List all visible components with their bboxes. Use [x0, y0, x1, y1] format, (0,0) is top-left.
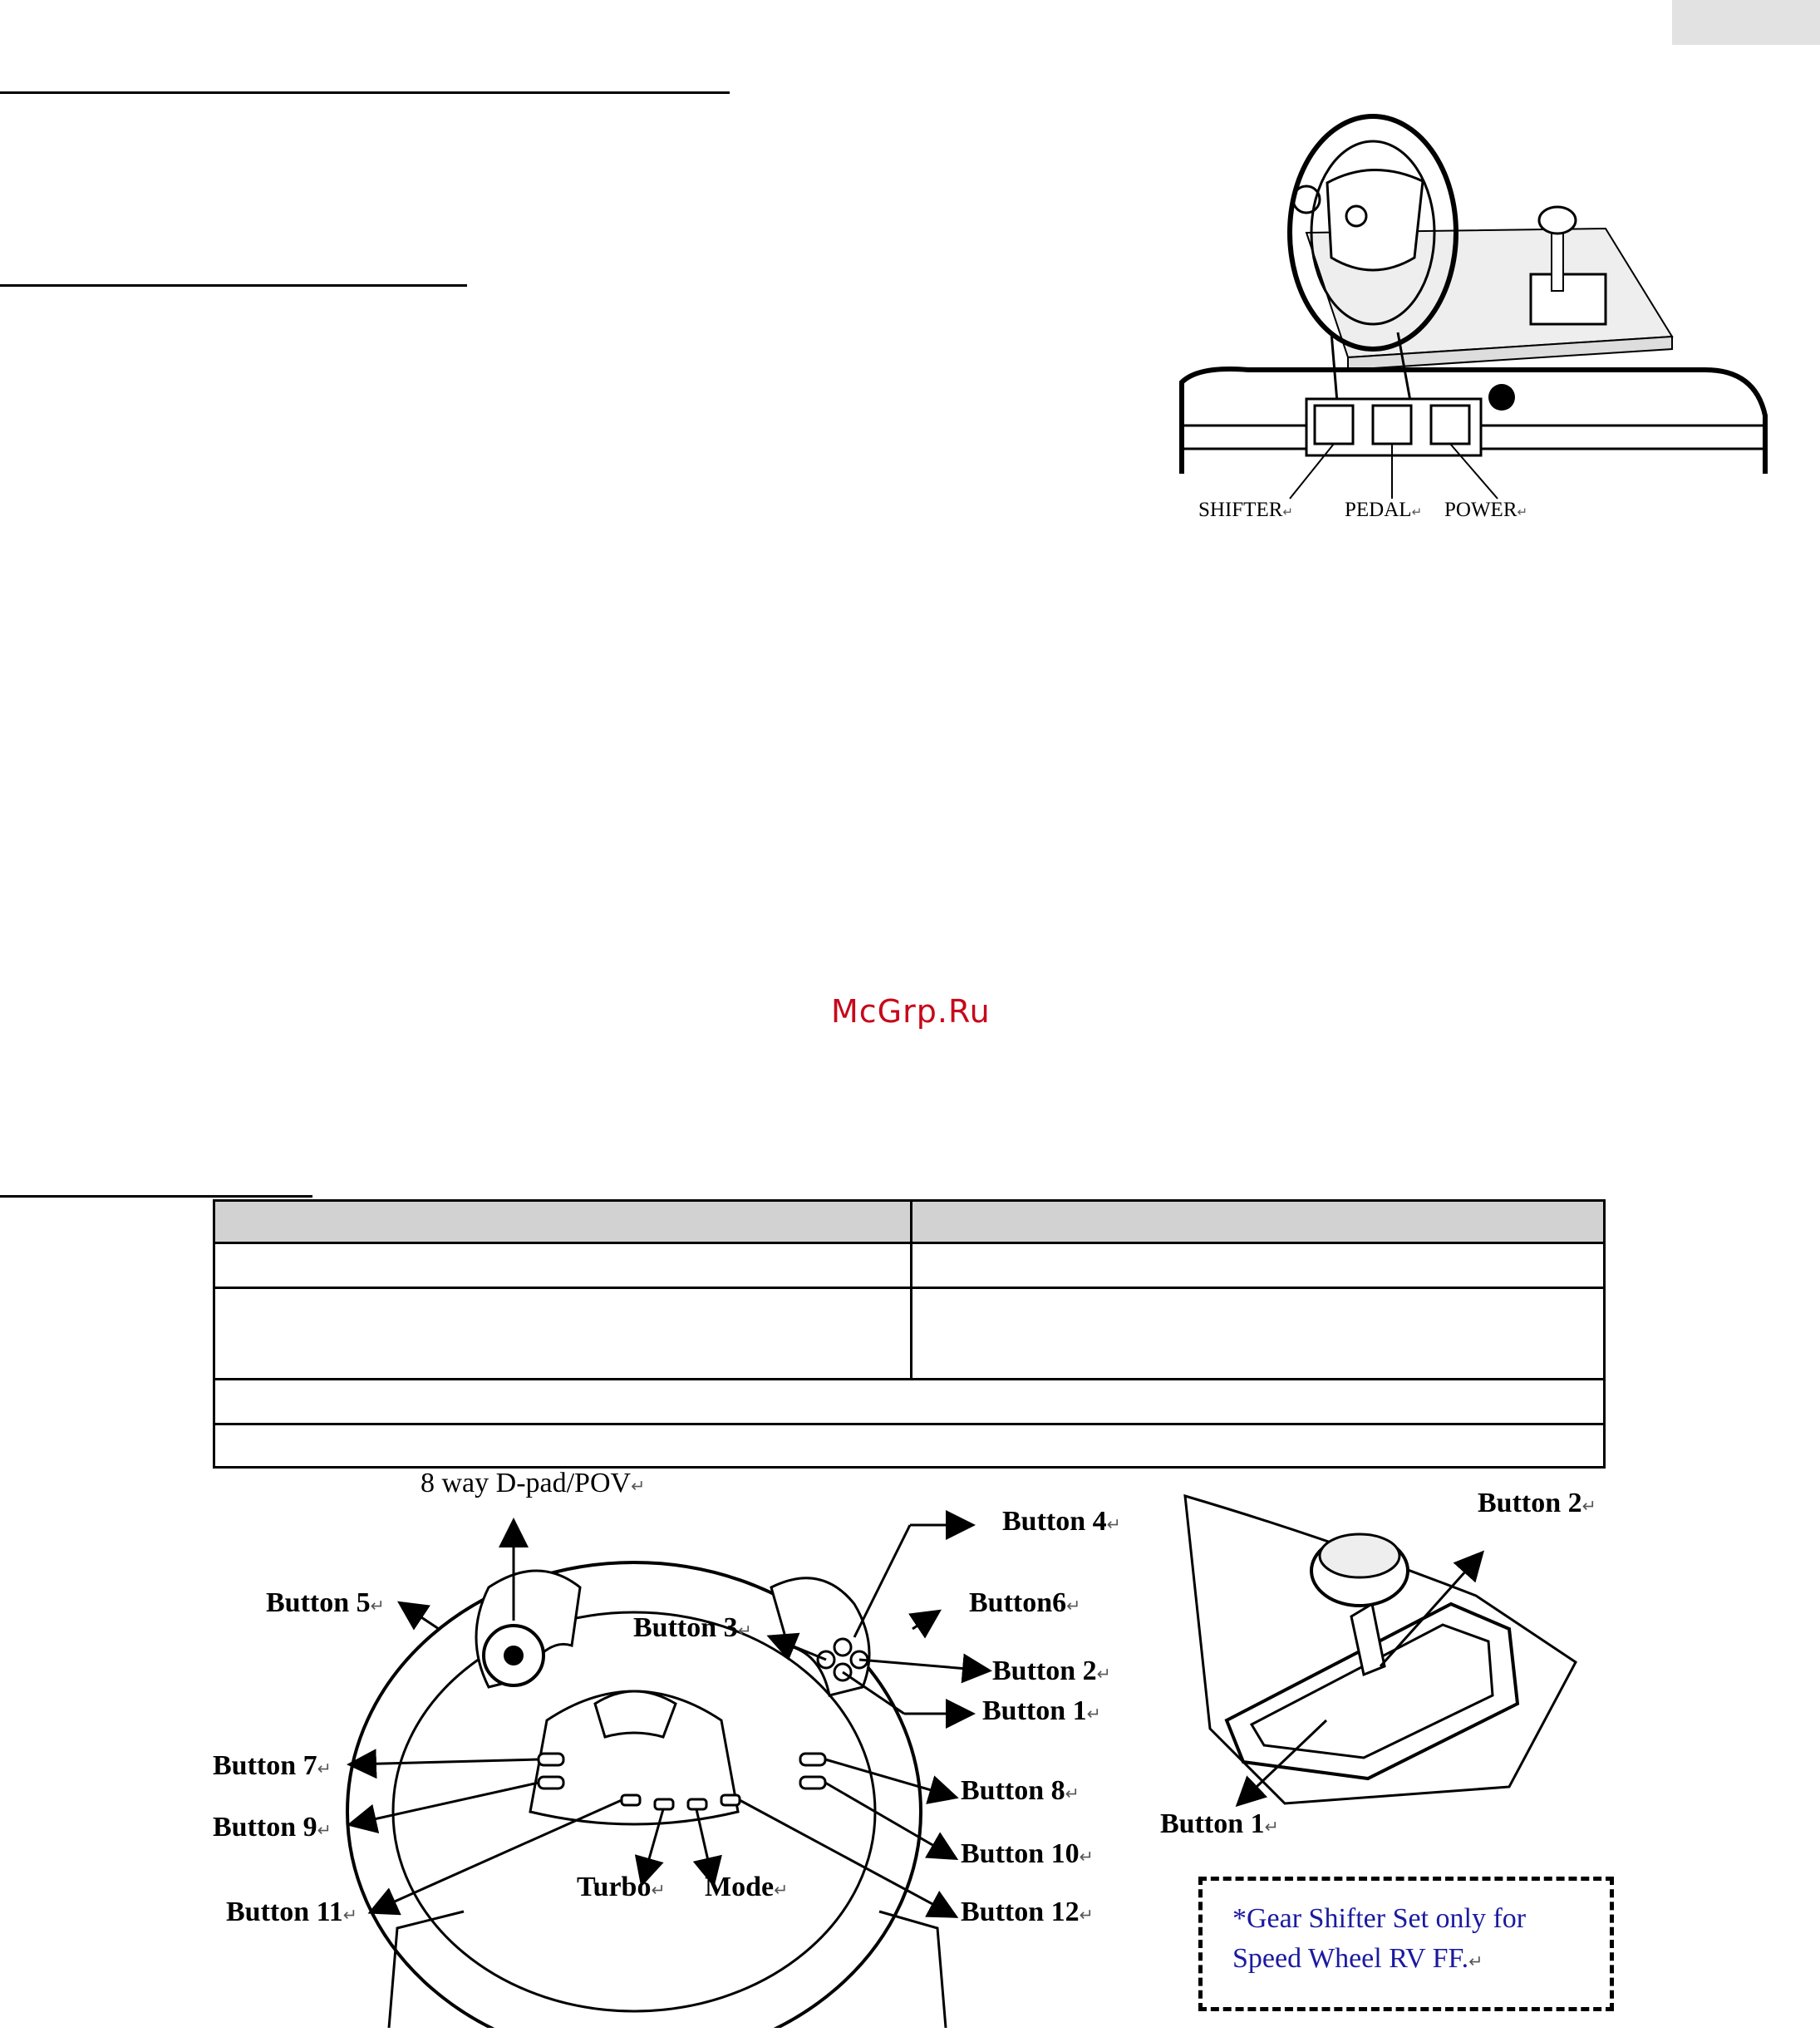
- page-corner-tab: [1672, 0, 1820, 45]
- table-cell: [214, 1201, 912, 1243]
- shifter-note-box: [1198, 1877, 1614, 2011]
- pedal-port-label: PEDAL↵: [1345, 499, 1423, 521]
- table-cell: [214, 1288, 912, 1380]
- shifter-button2-label: Button 2↵: [1478, 1488, 1596, 1518]
- spec-table: [213, 1199, 1606, 1469]
- button1-label: Button 1↵: [982, 1695, 1101, 1726]
- button2-label: Button 2↵: [992, 1656, 1111, 1686]
- steering-wheel-diagram: [189, 1463, 1162, 2028]
- dpad-label: 8 way D-pad/POV↵: [421, 1468, 646, 1498]
- watermark: McGrp.Ru: [831, 993, 991, 1030]
- heading-rule-2: [0, 284, 467, 287]
- note-line-1: *Gear Shifter Set only for: [1232, 1903, 1527, 1934]
- table-row: [214, 1288, 1605, 1380]
- shifter-port-label: SHIFTER↵: [1198, 499, 1293, 521]
- power-port-label: POWER↵: [1444, 499, 1528, 521]
- button7-label: Button 7↵: [213, 1750, 332, 1781]
- button9-label: Button 9↵: [213, 1812, 332, 1843]
- turbo-label: Turbo↵: [577, 1872, 666, 1902]
- button5-label: Button 5↵: [266, 1587, 385, 1618]
- table-header-row: [214, 1201, 1605, 1243]
- heading-rule-3: [0, 1195, 312, 1198]
- wheel-shifter-illustration: [1173, 83, 1772, 532]
- table-cell: [214, 1424, 1605, 1468]
- shifter-figure: [1160, 1488, 1675, 1853]
- wheel-figure: [189, 1463, 1162, 2028]
- table-cell: [214, 1243, 912, 1288]
- shifter-button1-label: Button 1↵: [1160, 1808, 1279, 1839]
- button8-label: Button 8↵: [961, 1775, 1080, 1806]
- button11-label: Button 11↵: [226, 1897, 357, 1927]
- button3-label: Button 3↵: [633, 1612, 752, 1643]
- table-cell: [912, 1288, 1605, 1380]
- table-row: [214, 1380, 1605, 1424]
- note-line-2: Speed Wheel RV FF.↵: [1232, 1943, 1483, 1974]
- table-row: [214, 1243, 1605, 1288]
- table-row: [214, 1424, 1605, 1468]
- mode-label: Mode↵: [705, 1872, 789, 1902]
- connector-figure: [1173, 83, 1772, 532]
- table-cell: [912, 1243, 1605, 1288]
- gear-shifter-illustration: [1160, 1488, 1675, 1853]
- button10-label: Button 10↵: [961, 1838, 1094, 1869]
- table-cell: [214, 1380, 1605, 1424]
- button6-label: Button6↵: [969, 1587, 1081, 1618]
- button12-label: Button 12↵: [961, 1897, 1094, 1927]
- table-cell: [912, 1201, 1605, 1243]
- heading-rule-1: [0, 91, 730, 94]
- button4-label: Button 4↵: [1002, 1506, 1121, 1537]
